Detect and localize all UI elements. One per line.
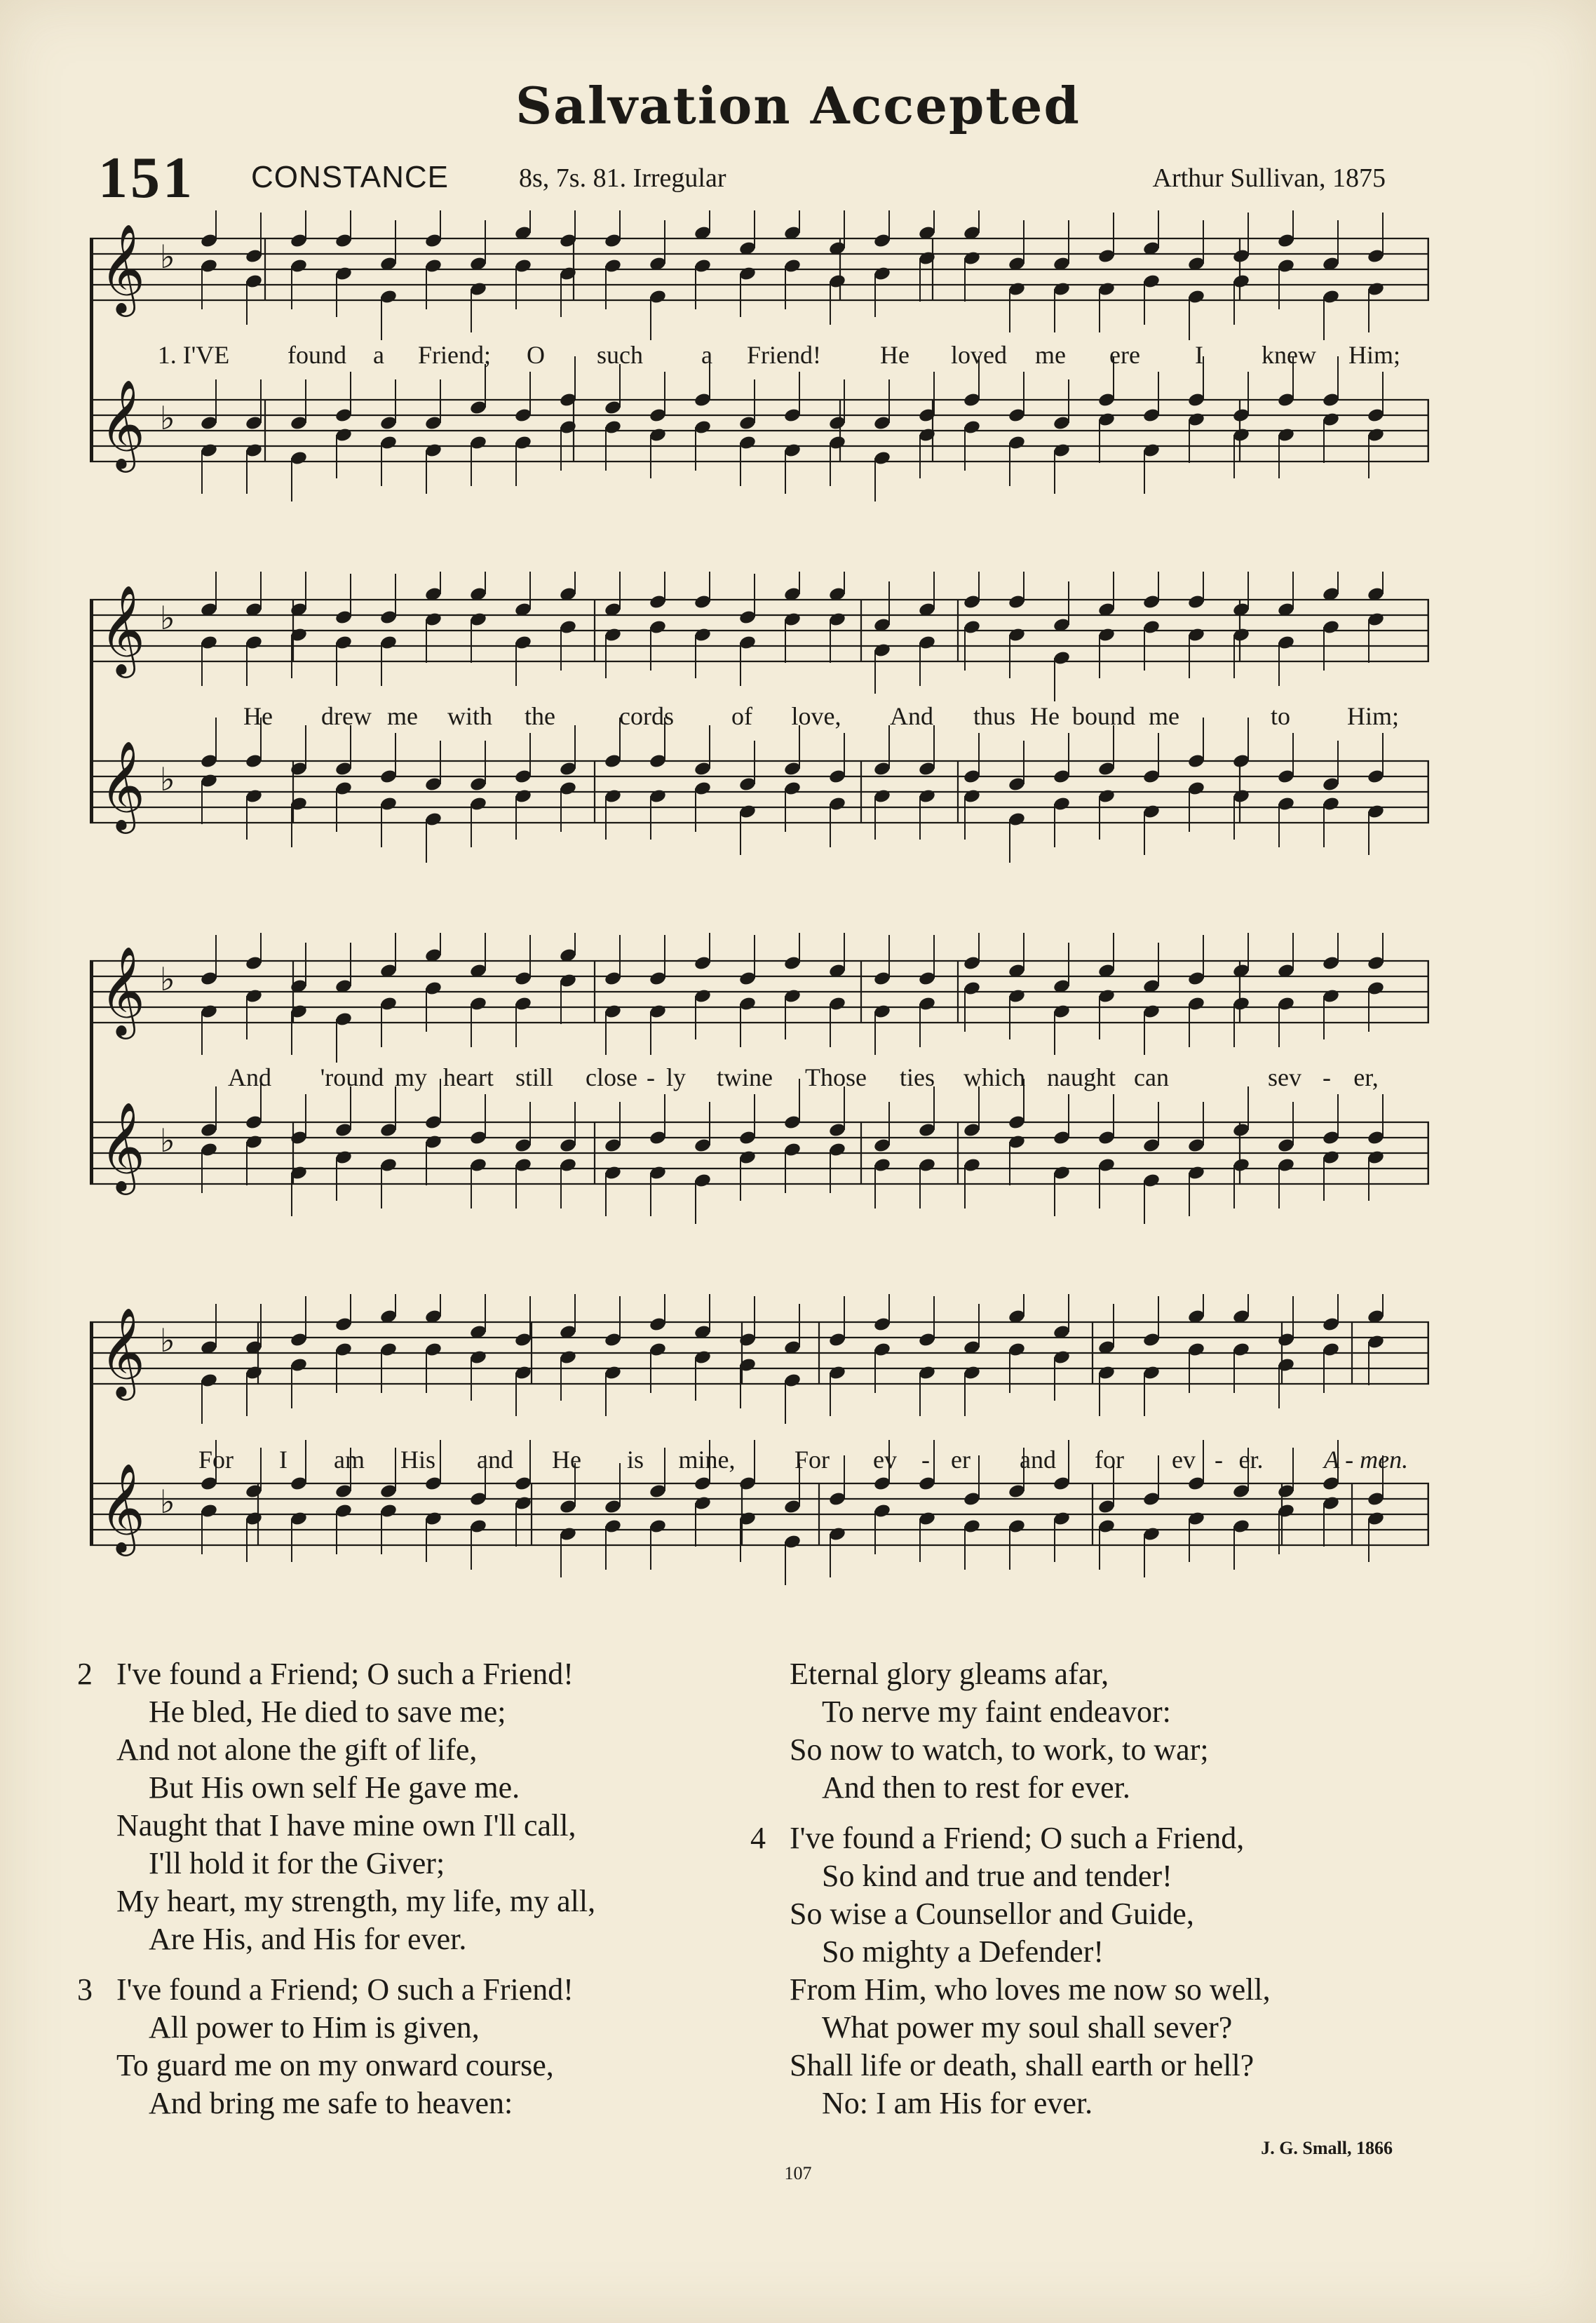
lyric-syllable: er, <box>1353 1063 1379 1091</box>
verse-line: Are His, and His for ever. <box>149 1922 467 1956</box>
lyric-syllable: such <box>597 341 643 369</box>
verse-line: And not alone the gift of life, <box>116 1732 478 1767</box>
verse-line: From Him, who loves me now so well, <box>790 1972 1271 2007</box>
hymn-title: Salvation Accepted <box>515 76 1081 135</box>
verse-line: I've found a Friend; O such a Friend! <box>116 1972 574 2007</box>
lyric-syllable: Him; <box>1348 341 1401 369</box>
lyric-line-4 <box>90 1445 1429 1480</box>
lyric-syllable: for <box>1095 1446 1124 1474</box>
stanza-3-continued <box>750 1655 1480 1807</box>
lyric-syllable: ly <box>665 1063 687 1091</box>
lyric-syllable: ev <box>873 1446 897 1474</box>
lyric-syllable: Friend! <box>747 341 821 369</box>
lyric-syllable: I <box>279 1446 288 1474</box>
lyric-syllable: - <box>1215 1446 1223 1474</box>
lyric-syllable: - <box>647 1063 655 1091</box>
lyric-syllable: and <box>477 1446 513 1474</box>
verse-line: He bled, He died to save me; <box>149 1695 506 1729</box>
lyric-syllable: love, <box>791 702 841 730</box>
lyric-syllable: drew <box>321 702 372 730</box>
lyric-syllable: er. <box>1238 1446 1264 1474</box>
lyric-syllable: He <box>880 341 909 369</box>
lyric-syllable: bound <box>1072 702 1135 730</box>
lyric-syllable: a <box>701 341 712 369</box>
svg-text:♭: ♭ <box>160 399 175 437</box>
lyric-syllable: of <box>731 702 752 730</box>
lyric-syllable: found <box>288 341 346 369</box>
tune-name: CONSTANCE <box>251 160 449 194</box>
lyric-syllable: and <box>1020 1446 1056 1474</box>
svg-text:♭: ♭ <box>160 238 175 276</box>
lyric-syllable: - <box>1323 1063 1331 1091</box>
hymn-number: 151 <box>98 145 195 210</box>
lyric-syllable: For <box>794 1446 830 1474</box>
verse-line: What power my soul shall sever? <box>822 2010 1233 2045</box>
verse-line: So wise a Counsellor and Guide, <box>790 1897 1194 1931</box>
music-system-1 <box>90 210 1429 512</box>
verse-line: I'll hold it for the Giver; <box>149 1846 445 1880</box>
lyric-line-1 <box>90 340 1429 375</box>
lyric-syllable: close <box>586 1063 637 1091</box>
lyric-syllable: Him; <box>1346 702 1400 730</box>
lyric-syllable: He <box>552 1446 581 1474</box>
amen-lyric: A - men. <box>1323 1446 1409 1474</box>
lyric-syllable: ev <box>1172 1446 1196 1474</box>
stanza-4 <box>750 1819 1480 2122</box>
stanza-number: 2 <box>77 1657 93 1691</box>
lyric-syllable: still <box>515 1063 554 1091</box>
music-system-4 <box>90 1294 1429 1596</box>
lyric-syllable: cords <box>619 702 674 730</box>
lyric-syllable: me <box>1035 341 1066 369</box>
music-system-2 <box>90 572 1429 873</box>
stanza-number: 3 <box>77 1972 93 2007</box>
lyric-syllable: And <box>228 1063 271 1091</box>
lyric-syllable: with <box>447 702 493 730</box>
lyric-syllable: heart <box>443 1063 494 1091</box>
lyric-syllable: the <box>525 702 555 730</box>
svg-text:𝄞: 𝄞 <box>100 1307 146 1396</box>
svg-text:𝄞: 𝄞 <box>100 223 146 313</box>
lyric-syllable: naught <box>1047 1063 1116 1091</box>
verse-line: All power to Him is given, <box>149 2010 480 2045</box>
lyricist-credit: J. G. Small, 1866 <box>1261 2138 1393 2158</box>
lyric-syllable: And <box>890 702 933 730</box>
svg-text:𝄞: 𝄞 <box>100 379 146 469</box>
lyric-syllable: - <box>921 1446 930 1474</box>
verse-line: I've found a Friend; O such a Friend, <box>790 1821 1245 1855</box>
stanza-2 <box>77 1655 778 1958</box>
verse-line: Shall life or death, shall earth or hell? <box>790 2048 1255 2082</box>
svg-text:𝄞: 𝄞 <box>100 1462 146 1552</box>
verse-line: So kind and true and tender! <box>822 1859 1172 1893</box>
lyric-syllable: am <box>334 1446 365 1474</box>
lyric-syllable: a <box>373 341 384 369</box>
verse-line: To guard me on my onward course, <box>116 2048 554 2082</box>
svg-text:𝄞: 𝄞 <box>100 740 146 830</box>
svg-text:♭: ♭ <box>160 1321 175 1359</box>
lyric-syllable: He <box>1030 702 1060 730</box>
lyric-syllable: knew <box>1262 341 1316 369</box>
verse-line: I've found a Friend; O such a Friend! <box>116 1657 574 1691</box>
verse-line: Naught that I have mine own I'll call, <box>116 1808 576 1843</box>
svg-text:♭: ♭ <box>160 599 175 637</box>
svg-text:♭: ♭ <box>160 960 175 998</box>
verse-line: To nerve my faint endeavor: <box>822 1695 1171 1729</box>
lyric-syllable: thus <box>973 702 1016 730</box>
stanza-number: 4 <box>750 1821 766 1855</box>
lyric-syllable: twine <box>717 1063 773 1091</box>
lyric-syllable: 'round <box>320 1063 384 1091</box>
lyric-syllable: is <box>626 1446 644 1474</box>
lyric-syllable: sev <box>1268 1063 1301 1091</box>
verse-line: But His own self He gave me. <box>149 1770 520 1805</box>
verses-column-left <box>77 1655 778 2135</box>
verse-line: So now to watch, to work, to war; <box>790 1732 1209 1767</box>
lyric-syllable: er <box>951 1446 971 1474</box>
lyric-syllable: ties <box>900 1063 935 1091</box>
music-system-3 <box>90 933 1429 1234</box>
page-number: 107 <box>784 2163 812 2183</box>
lyric-syllable: Friend; <box>418 341 491 369</box>
svg-text:𝄞: 𝄞 <box>100 945 146 1035</box>
meter: 8s, 7s. 81. Irregular <box>519 163 726 193</box>
lyric-line-3 <box>90 1063 1429 1098</box>
lyric-syllable: For <box>198 1446 234 1474</box>
verse-line: And bring me safe to heaven: <box>149 2086 513 2120</box>
lyric-syllable: my <box>394 1063 428 1091</box>
lyric-syllable: mine, <box>678 1446 736 1474</box>
lyric-syllable: ere <box>1109 341 1140 369</box>
composer: Arthur Sullivan, 1875 <box>1152 163 1386 193</box>
lyric-syllable: to <box>1270 702 1291 730</box>
lyric-syllable: which <box>963 1063 1025 1091</box>
verses-column-right <box>750 1655 1480 2135</box>
lyric-line-2 <box>90 701 1429 736</box>
svg-text:𝄞: 𝄞 <box>100 584 146 674</box>
verse-line: No: I am His for ever. <box>822 2086 1093 2120</box>
lyric-syllable: Those <box>805 1063 867 1091</box>
lyric-syllable: I <box>1195 341 1203 369</box>
lyric-syllable: He <box>243 702 273 730</box>
verse-line: And then to rest for ever. <box>822 1770 1130 1805</box>
lyric-syllable: loved <box>951 341 1007 369</box>
lyric-syllable: O <box>527 341 545 369</box>
lyric-syllable: can <box>1134 1063 1169 1091</box>
lyric-syllable: me <box>387 702 418 730</box>
verse-line: Eternal glory gleams afar, <box>790 1657 1109 1691</box>
lyric-syllable: His <box>400 1446 436 1474</box>
svg-text:♭: ♭ <box>160 760 175 798</box>
svg-text:𝄞: 𝄞 <box>100 1101 146 1191</box>
lyric-syllable: me <box>1149 702 1179 730</box>
verse-line: So mighty a Defender! <box>822 1934 1104 1969</box>
svg-text:♭: ♭ <box>160 1122 175 1159</box>
verse-line: My heart, my strength, my life, my all, <box>116 1884 596 1918</box>
lyric-syllable: 1. I'VE <box>157 341 230 369</box>
svg-text:♭: ♭ <box>160 1483 175 1521</box>
stanza-3 <box>77 1971 778 2122</box>
